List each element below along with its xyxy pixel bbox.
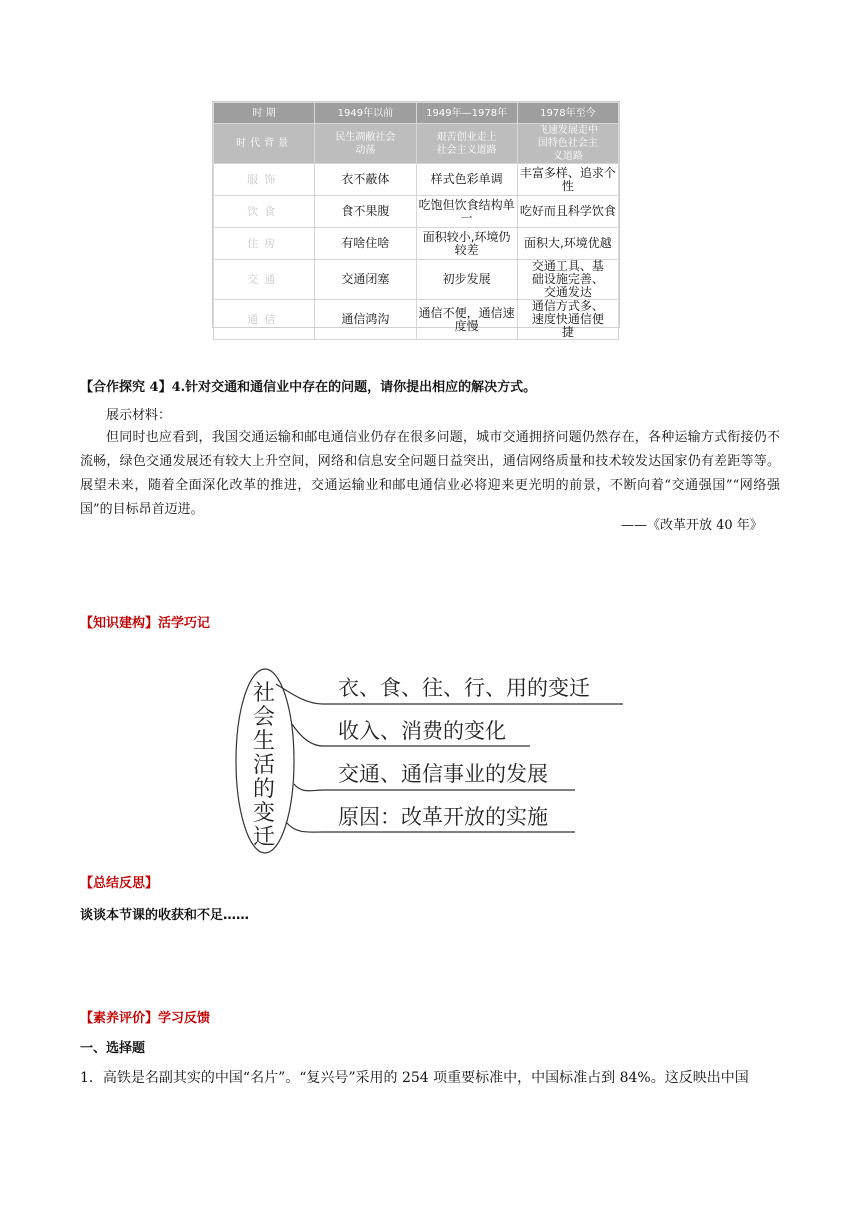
section-title: 一、选择题 xyxy=(80,1041,146,1056)
table-cell: 样式色彩单调 xyxy=(416,164,517,196)
table-row-category: 通信 xyxy=(214,300,315,340)
question-1: 1．高铁是名副其实的中国“名片”。“复兴号”采用的 254 项重要标准中，中国标准占到 84%。这反映出中国 xyxy=(80,1070,749,1086)
table-cell: 艰苦创业走上社会主义道路 xyxy=(416,124,517,164)
table-cell: 通信方式多、速度快通信便捷 xyxy=(517,300,618,340)
comparison-table-image xyxy=(212,101,620,339)
knowledge-tag: 【知识建构】 xyxy=(80,616,159,631)
mind-map-branch: 收入、消费的变化 xyxy=(338,719,506,743)
table-row-background xyxy=(214,124,619,164)
table-cell: 交通工具、基础设施完善、交通发达 xyxy=(517,260,618,300)
table-cell: 面积大,环境优越 xyxy=(517,228,618,260)
inquiry-tag: 【合作探究 4】 xyxy=(80,380,172,395)
table-cell: 有啥住啥 xyxy=(315,228,416,260)
table-cell: 初步发展 xyxy=(416,260,517,300)
material-source: ——《改革开放 40 年》 xyxy=(621,518,763,533)
table-row xyxy=(214,300,619,340)
inquiry-heading xyxy=(80,380,536,396)
summary-heading xyxy=(80,876,158,892)
mind-map-branch: 衣、食、往、行、用的变迁 xyxy=(338,676,590,700)
table-cell: 吃饱但饮食结构单一 xyxy=(416,196,517,228)
table-row-category: 服饰 xyxy=(214,164,315,196)
table-cell: 食不果腹 xyxy=(315,196,416,228)
mind-map-branch: 交通、通信事业的发展 xyxy=(338,762,548,786)
mind-map xyxy=(228,664,638,860)
summary-text: 谈谈本节课的收获和不足…… xyxy=(80,908,250,923)
evaluation-title: 学习反馈 xyxy=(158,1011,211,1026)
evaluation-tag: 【素养评价】 xyxy=(80,1011,159,1026)
table-row xyxy=(214,196,619,228)
table-cell: 飞速发展走中国特色社会主义道路 xyxy=(517,124,618,164)
table-row xyxy=(214,228,619,260)
inquiry-question: 4.针对交通和通信业中存在的问题，请你提出相应的解决方式。 xyxy=(171,380,537,395)
knowledge-title: 活学巧记 xyxy=(158,616,211,631)
table-row xyxy=(214,260,619,300)
material-label: 展示材料： xyxy=(106,408,172,423)
table-row-category: 饮食 xyxy=(214,196,315,228)
table-cell: 民生凋敝社会动荡 xyxy=(315,124,416,164)
table-header-cell: 1949年—1978年 xyxy=(416,103,517,124)
evaluation-heading xyxy=(80,1011,210,1027)
knowledge-heading xyxy=(80,616,210,632)
table-cell: 衣不蔽体 xyxy=(315,164,416,196)
table-row-category: 住房 xyxy=(214,228,315,260)
table-row-label: 时代背景 xyxy=(214,124,315,164)
table-header-cell: 1978年至今 xyxy=(517,103,618,124)
mind-map-center: 社会生活的变迁 xyxy=(252,681,275,850)
table-cell: 通信不便，通信速度慢 xyxy=(416,300,517,340)
table-cell: 吃好而且科学饮食 xyxy=(517,196,618,228)
material-paragraph: 但同时也应看到，我国交通运输和邮电通信业仍存在很多问题，城市交通拥挤问题仍然存在，各种运输方式衔接仍不流畅，绿色交通发展还有较大上升空间，网络和信息安全问题日益突出，通信网络质量和技术较发达国家仍有差距等等。展望未来，随着全面深化改革的推进，交通运输业和邮电通信业必将迎来更光明的前景，不断向着“交通强国”“网络强国”的目标昂首迈进。 xyxy=(80,430,780,517)
table-cell: 交通闭塞 xyxy=(315,260,416,300)
table-header-cell: 时 期 xyxy=(214,103,315,124)
table-row xyxy=(214,164,619,196)
table-cell: 通信鸿沟 xyxy=(315,300,416,340)
table-header-cell: 1949年以前 xyxy=(315,103,416,124)
table-cell: 丰富多样、追求个性 xyxy=(517,164,618,196)
table-header-row xyxy=(214,103,619,124)
mind-map-branch: 原因：改革开放的实施 xyxy=(338,805,548,829)
table-row-category: 交通 xyxy=(214,260,315,300)
table-cell: 面积较小,环境仍较差 xyxy=(416,228,517,260)
summary-tag: 【总结反思】 xyxy=(80,876,159,891)
